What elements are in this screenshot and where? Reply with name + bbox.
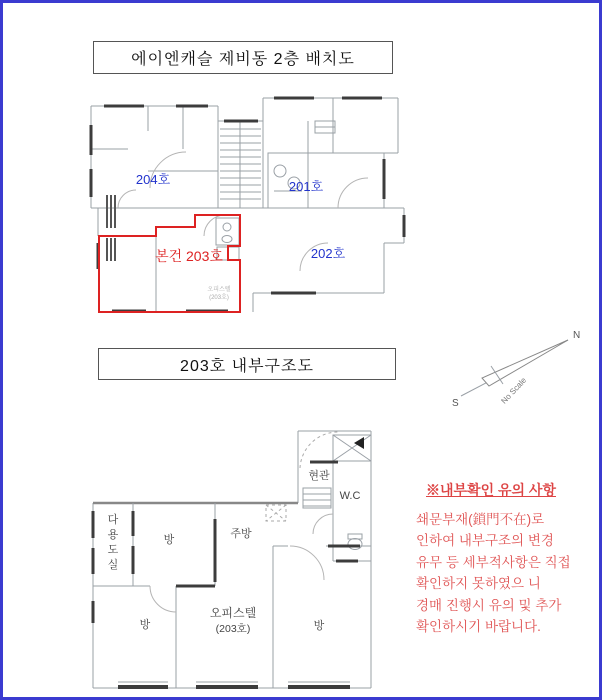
unit-floor-plan-drawing xyxy=(88,416,383,696)
room-label-utility-char: 도 xyxy=(107,544,119,556)
subject-inner-tiny-sublabel: (203호) xyxy=(209,295,229,301)
structure-title-box xyxy=(98,348,396,380)
room-label-room-left: 방 xyxy=(139,619,151,631)
elevator-mark-icon xyxy=(354,437,364,449)
room-label-officetel: 오피스텔 xyxy=(209,606,257,620)
unit-label-201: 201호 xyxy=(288,179,324,194)
room-label-kitchen: 주방 xyxy=(230,528,252,540)
unit-label-202: 202호 xyxy=(310,246,346,261)
structure-title: 203호 내부구조도 xyxy=(180,357,314,375)
notice-line: 확인하시기 바랍니다. xyxy=(416,619,541,634)
layout-title: 에이엔캐슬 제비동 2층 배치도 xyxy=(131,51,355,68)
layout-title-box xyxy=(93,41,393,74)
notice-heading: ※내부확인 유의 사항 xyxy=(426,482,556,498)
room-label-room-top: 방 xyxy=(163,534,175,546)
subject-unit-label: 본건 203호 xyxy=(155,248,223,264)
no-scale-label: No Scale xyxy=(499,375,529,406)
room-label-room-right: 방 xyxy=(313,620,325,632)
compass-south-label: S xyxy=(452,398,459,409)
toilet-icon xyxy=(348,539,362,550)
notice-line: 유무 등 세부적사항은 직접 xyxy=(416,554,571,570)
notice-line: 확인하지 못하였으 니 xyxy=(416,576,541,591)
subject-inner-tiny-label: 오피스텔 xyxy=(207,287,231,293)
unit-label-204: 204호 xyxy=(135,172,171,187)
notice-line: 경매 진행시 유의 및 추가 xyxy=(416,597,562,613)
compass-north-label: N xyxy=(573,330,581,341)
room-label-utility-char: 실 xyxy=(107,559,119,571)
room-label-entrance: 현관 xyxy=(308,470,330,482)
notice-line: 쇄문부재(鎖門不在)로 xyxy=(416,511,545,527)
room-label-utility-char: 다 xyxy=(107,514,119,526)
room-label-utility-char: 용 xyxy=(107,529,119,541)
room-label-officetel-sub: (203호) xyxy=(215,623,251,635)
site-plan-drawing xyxy=(88,91,408,326)
compass-icon xyxy=(446,318,601,413)
room-label-wc: W.C xyxy=(339,490,361,502)
inspection-notice xyxy=(416,480,602,638)
notice-line: 인하여 내부구조의 변경 xyxy=(416,533,554,548)
